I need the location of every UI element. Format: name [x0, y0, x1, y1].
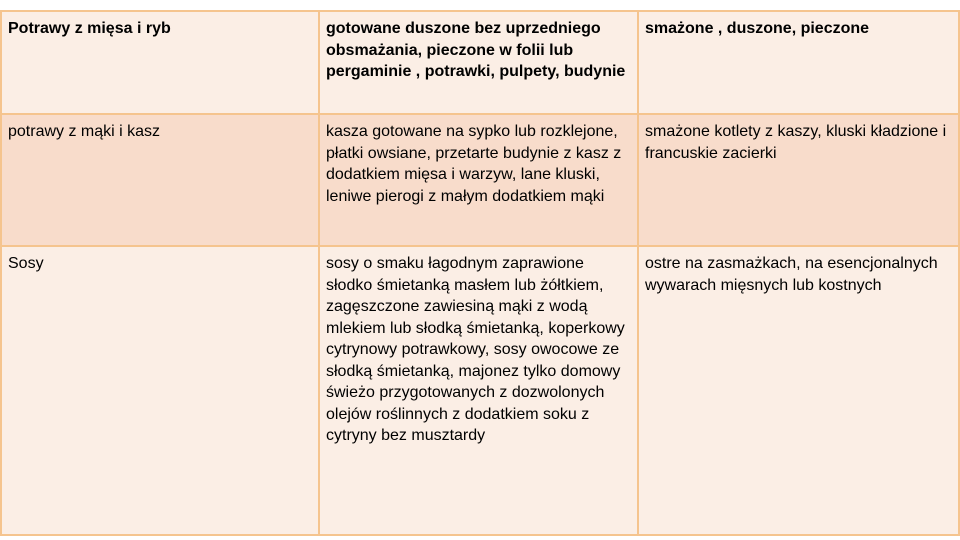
allowed-methods-cell: sosy o smaku łagodnym zaprawione słodko śmietanką masłem lub żółtkiem, zagęszczone zawiesiną mąki z wodą mlekiem lub słodką śmietanką, koperkowy cytrynowy potrawkowy, sosy owocowe ze słodką śmietanką, majonez tylko domowy świeżo przygotowanych z dozwolonych olejów roślinnych z dodatkiem soku z cytryny bez musztardy: [319, 246, 638, 535]
forbidden-methods-cell: smażone kotlety z kaszy, kluski kładzione i francuskie zacierki: [638, 114, 959, 246]
row-category-cell: Potrawy z mięsa i ryb: [1, 11, 319, 114]
allowed-methods-cell: kasza gotowane na sypko lub rozklejone, płatki owsiane, przetarte budynie z kasz z dodatkiem mięsa i warzyw, lane kluski, leniwe pierogi z małym dodatkiem mąki: [319, 114, 638, 246]
diet-table: [0, 10, 960, 536]
row-category-cell: potrawy z mąki i kasz: [1, 114, 319, 246]
table-row: [1, 114, 959, 246]
forbidden-methods-cell: ostre na zasmażkach, na esencjonalnych wywarach mięsnych lub kostnych: [638, 246, 959, 535]
allowed-methods-cell: gotowane duszone bez uprzedniego obsmażania, pieczone w folii lub pergaminie , potrawki, pulpety, budynie: [319, 11, 638, 114]
row-category-cell: Sosy: [1, 246, 319, 535]
table-row: [1, 246, 959, 535]
diet-table-container: [0, 10, 958, 536]
forbidden-methods-cell: smażone , duszone, pieczone: [638, 11, 959, 114]
table-row: [1, 11, 959, 114]
